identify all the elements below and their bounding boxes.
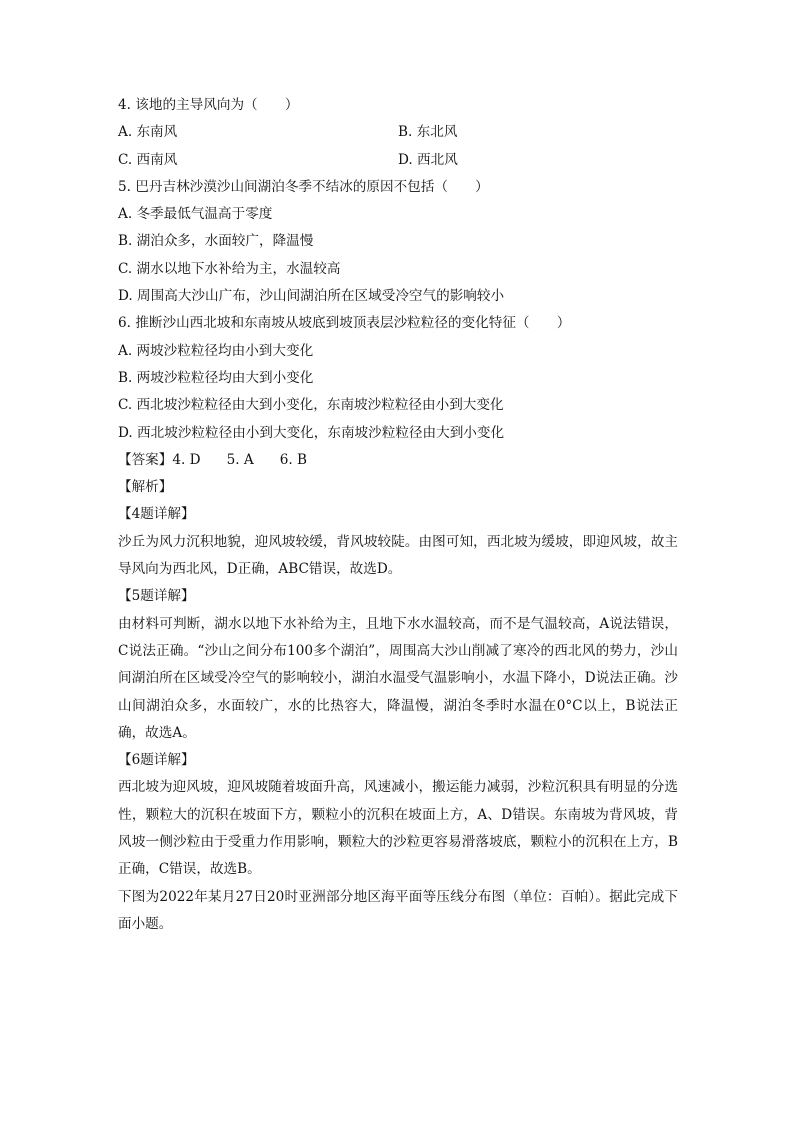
question-6-stem: 6. 推断沙山西北坡和东南坡从坡底到坡顶表层沙粒粒径的变化特征（ ） xyxy=(118,315,571,332)
answer-item-4: 4. D xyxy=(172,451,201,468)
question-6-option-a: A. 两坡沙粒粒径均由小到大变化 xyxy=(118,342,314,359)
question-4-stem: 4. 该地的主导风向为（ ） xyxy=(118,97,299,113)
question-5-stem: 5. 巴丹吉林沙漠沙山间湖泊冬季不结冰的原因不包括（ ） xyxy=(118,178,489,195)
answer-label: 【答案】 xyxy=(118,451,173,468)
explain-4-heading: 【4题详解】 xyxy=(118,506,195,523)
question-5-option-d: D. 周围高大沙山广布，沙山间湖泊所在区域受冷空气的影响较小 xyxy=(118,288,505,305)
explain-5-text: 由材料可判断，湖水以地下水补给为主，且地下水水温较高，而不是气温较高，A说法错误，C说法正确。“沙山之间分布100多个湖泊”，周围高大沙山削减了寒冷的西北风的势力，沙山间湖泊所在区域受冷空气的影响较小，湖泊水温受气温影响小，水温下降小，D说法正确。沙山间湖泊众多，水面较广，水的比热容大，降温慢，湖泊冬季时水温在0°C以上，B说法正确，故选A。 xyxy=(118,615,678,741)
document-page xyxy=(118,92,678,938)
explain-6-heading: 【6题详解】 xyxy=(118,752,195,769)
question-5-option-a: A. 冬季最低气温高于零度 xyxy=(118,206,273,223)
question-5-option-c: C. 湖水以地下水补给为主，水温较高 xyxy=(118,260,341,277)
answer-item-5: 5. A xyxy=(226,451,254,468)
question-4-option-c: C. 西南风 xyxy=(118,151,178,168)
analysis-heading: 【解析】 xyxy=(118,479,173,496)
answer-item-6: 6. B xyxy=(279,451,307,468)
explain-4-text: 沙丘为风力沉积地貌，迎风坡较缓，背风坡较陡。由图可知，西北坡为缓坡，即迎风坡，故主导风向为西北风，D正确，ABC错误，故选D。 xyxy=(118,533,678,578)
explain-5-heading: 【5题详解】 xyxy=(118,588,195,605)
question-5-option-b: B. 湖泊众多，水面较广，降温慢 xyxy=(118,233,314,250)
question-4-options-row-1 xyxy=(118,119,678,146)
question-4-options-row-2 xyxy=(118,147,678,174)
question-6-option-d: D. 西北坡沙粒粒径由小到大变化，东南坡沙粒粒径由大到小变化 xyxy=(118,424,505,441)
question-4-option-a: A. 东南风 xyxy=(118,124,178,141)
answer-line xyxy=(118,447,678,474)
question-6-option-b: B. 两坡沙粒粒径均由大到小变化 xyxy=(118,369,314,386)
question-6-option-c: C. 西北坡沙粒粒径由大到小变化，东南坡沙粒粒径由小到大变化 xyxy=(118,397,504,414)
question-4-option-d: D. 西北风 xyxy=(398,151,458,168)
explain-6-text: 西北坡为迎风坡，迎风坡随着坡面升高，风速减小，搬运能力减弱，沙粒沉积具有明显的分选性，颗粒大的沉积在坡面下方，颗粒小的沉积在坡面上方，A、D错误。东南坡为背风坡，背风坡一侧沙粒由于受重力作用影响，颗粒大的沙粒更容易滑落坡底，颗粒小的沉积在上方，B正确，C错误，故选B。 xyxy=(118,779,678,878)
question-4-option-b: B. 东北风 xyxy=(398,124,458,141)
next-section-intro: 下图为2022年某月27日20时亚洲部分地区海平面等压线分布图（单位：百帕）。据此完成下面小题。 xyxy=(118,888,678,932)
